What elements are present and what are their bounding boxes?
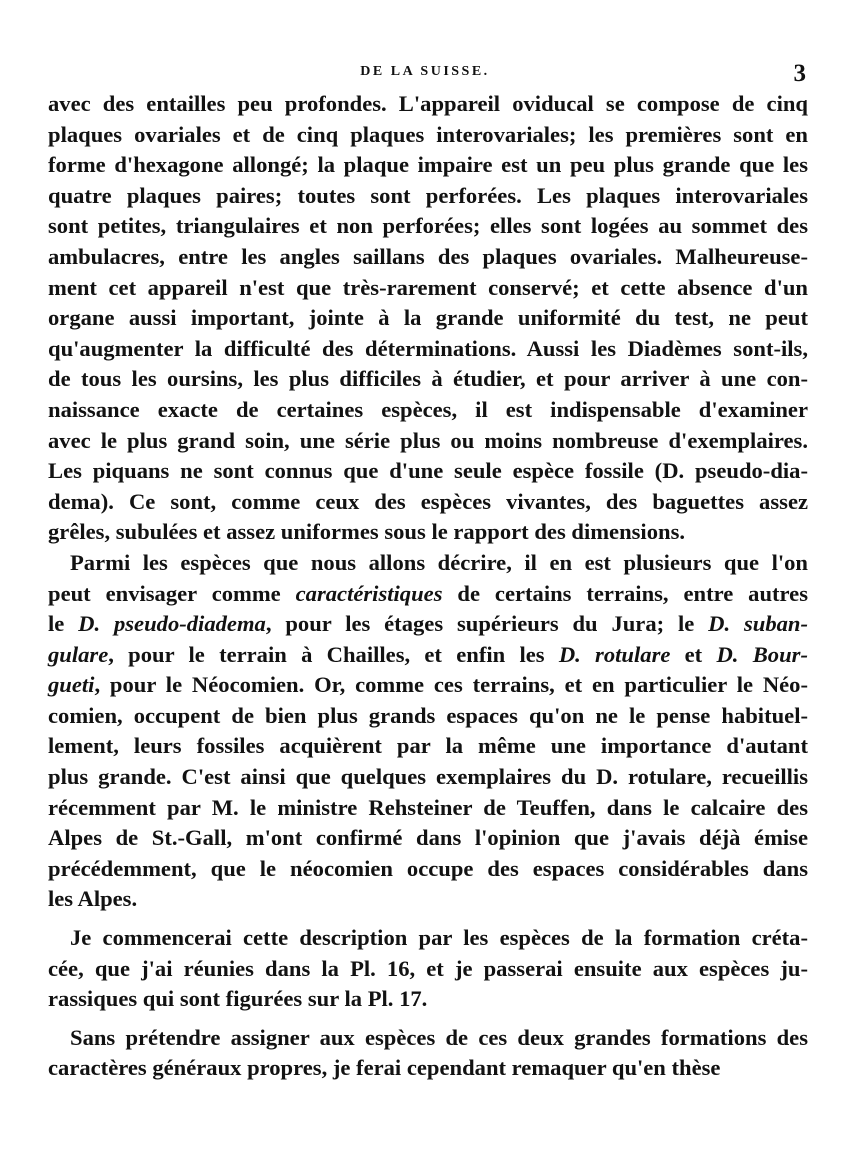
text-line: rassiques qui sont figurées sur la Pl. 17. — [48, 986, 428, 1012]
italic-term: D. rotulare — [558, 641, 671, 667]
text-line: peut envisager comme caractéristiques de certains terrains, entre autres — [48, 580, 808, 606]
italic-term: D. suban- — [708, 611, 809, 637]
text-line: lement, leurs fossiles acquièrent par la même une importance d'autant — [48, 733, 808, 759]
text-line: gulare, pour le terrain à Chailles, et enfin les D. rotulare et D. Bour- — [48, 641, 808, 667]
text-line: précédemment, que le néocomien occupe des espaces considérables dans — [48, 855, 808, 881]
text-line: plus grande. C'est ainsi que quelques exemplaires du D. rotulare, recueillis — [48, 764, 808, 790]
text-line: caractères généraux propres, je ferai cependant remaquer qu'en thèse — [48, 1055, 721, 1081]
italic-term: D. Bour- — [716, 641, 808, 667]
text-line: avec le plus grand soin, une série plus ou moins nombreuse d'exemplaires. — [48, 427, 808, 453]
text-line: naissance exacte de certaines espèces, il est indispensable d'examiner — [48, 396, 808, 422]
text-line: Sans prétendre assigner aux espèces de ces deux grandes formations des — [70, 1024, 808, 1050]
text-line: organe aussi important, jointe à la grande uniformité du test, ne peut — [48, 305, 808, 331]
paragraph-1 — [48, 89, 808, 548]
text-line: comien, occupent de bien plus grands espaces qu'on ne le pense habituel- — [48, 702, 808, 728]
text-line: le D. pseudo-diadema, pour les étages supérieurs du Jura; le D. suban- — [48, 611, 809, 637]
text-line: ambulacres, entre les angles saillans des plaques ovariales. Malheureuse- — [48, 243, 808, 269]
text-line: sont petites, triangulaires et non perforées; elles sont logées au sommet des — [48, 213, 808, 239]
text-line: cée, que j'ai réunies dans la Pl. 16, et je passerai ensuite aux espèces ju- — [48, 955, 808, 981]
text-line: gueti, pour le Néocomien. Or, comme ces terrains, et en particulier le Néo- — [48, 672, 808, 698]
italic-term: caractéristiques — [295, 580, 443, 606]
text-line: de tous les oursins, les plus difficiles à étudier, et pour arriver à une con- — [48, 366, 808, 392]
text-line: grêles, subulées et assez uniformes sous le rapport des dimensions. — [48, 519, 686, 545]
paragraph-2 — [48, 548, 808, 915]
running-title: DE LA SUISSE. — [360, 64, 490, 79]
paragraph-3 — [48, 923, 808, 1015]
text-line: récemment par M. le ministre Rehsteiner de Teuffen, dans le calcaire des — [48, 794, 808, 820]
text-line: ment cet appareil n'est que très-rarement conservé; et cette absence d'un — [48, 274, 808, 300]
text-line: dema). Ce sont, comme ceux des espèces vivantes, des baguettes assez — [48, 488, 808, 514]
paragraph-4 — [48, 1023, 808, 1084]
text-line: plaques ovariales et de cinq plaques interovariales; les premières sont en — [48, 121, 808, 147]
text-line: forme d'hexagone allongé; la plaque impaire est un peu plus grande que les — [48, 152, 808, 178]
italic-term: gulare — [48, 641, 109, 667]
text-line: quatre plaques paires; toutes sont perforées. Les plaques interovariales — [48, 182, 808, 208]
text-line: Alpes de St.-Gall, m'ont confirmé dans l'opinion que j'avais déjà émise — [48, 825, 808, 851]
text-line: qu'augmenter la difficulté des déterminations. Aussi les Diadèmes sont-ils, — [48, 335, 808, 361]
text-line: Les piquans ne sont connus que d'une seule espèce fossile (D. pseudo-dia- — [48, 458, 808, 484]
italic-term: gueti — [48, 672, 95, 698]
running-head — [0, 62, 850, 86]
text-line: les Alpes. — [48, 886, 138, 912]
page-number: 3 — [793, 60, 806, 87]
text-line: Parmi les espèces que nous allons décrire, il en est plusieurs que l'on — [70, 549, 808, 575]
body-text — [48, 89, 808, 1084]
text-line: Je commencerai cette description par les espèces de la formation créta- — [70, 925, 808, 951]
text-line: avec des entailles peu profondes. L'appareil oviducal se compose de cinq — [48, 91, 808, 116]
italic-term: D. pseudo-diadema — [78, 611, 266, 637]
